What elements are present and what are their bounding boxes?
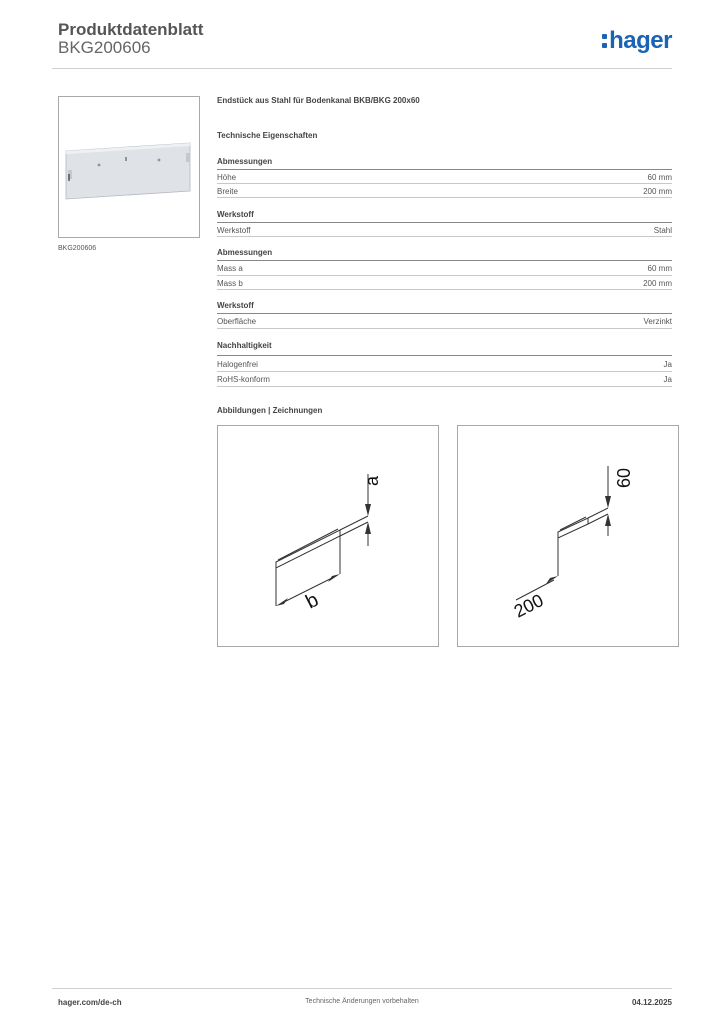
footer-notice: Technische Änderungen vorbehalten	[305, 998, 419, 1005]
group-title-material: Werkstoff	[217, 210, 254, 219]
footer-website-link[interactable]: hager.com/de-ch	[58, 998, 122, 1007]
group-title-dimensions: Abmessungen	[217, 157, 273, 166]
group-title-material: Werkstoff	[217, 301, 254, 310]
logo-dots-icon	[602, 34, 607, 48]
product-code: BKG200606	[58, 38, 151, 57]
dimension-label-b: b	[302, 588, 323, 614]
dimension-label-60: 60	[614, 467, 634, 488]
spec-value: Verzinkt	[643, 316, 672, 326]
product-image-caption: BKG200606	[58, 245, 97, 252]
spec-row	[217, 184, 672, 198]
technical-drawing-ab	[218, 426, 438, 646]
spec-label: Höhe	[217, 172, 237, 182]
spec-label: Mass a	[217, 263, 243, 273]
spec-row	[217, 357, 672, 371]
group-title-sustainability: Nachhaltigkeit	[217, 341, 272, 350]
group-title-dimensions: Abmessungen	[217, 248, 273, 257]
spec-row	[217, 276, 672, 290]
technical-drawing-200x60	[458, 426, 678, 646]
spec-value: Stahl	[653, 225, 672, 235]
footer-divider	[52, 988, 672, 989]
spec-row	[217, 261, 672, 275]
spec-row	[217, 223, 672, 237]
document-title: Produktdatenblatt	[58, 20, 204, 39]
spec-value: Ja	[663, 374, 672, 384]
spec-label: Halogenfrei	[217, 359, 258, 369]
dimension-label-200: 200	[510, 590, 547, 622]
spec-label: Mass b	[217, 278, 243, 288]
spec-label: Oberfläche	[217, 316, 257, 326]
product-image	[58, 96, 200, 238]
dimension-drawing-ab	[217, 425, 439, 647]
spec-value: 200 mm	[643, 278, 672, 288]
spec-label: Breite	[217, 186, 238, 196]
product-description: Endstück aus Stahl für Bodenkanal BKB/BKG 200x60	[217, 96, 420, 105]
spec-label: RoHS-konform	[217, 374, 270, 384]
end-piece-illustration	[59, 97, 199, 237]
section-title-drawings: Abbildungen | Zeichnungen	[217, 406, 323, 415]
spec-value: 200 mm	[643, 186, 672, 196]
logo-wordmark: hager	[609, 27, 672, 54]
spec-row	[217, 170, 672, 184]
spec-value: 60 mm	[647, 172, 672, 182]
footer-date: 04.12.2025	[631, 998, 672, 1007]
section-title-technical: Technische Eigenschaften	[217, 131, 318, 140]
spec-value: 60 mm	[647, 263, 672, 273]
hager-logo	[602, 28, 672, 54]
spec-row	[217, 314, 672, 328]
dimension-label-a: a	[362, 475, 382, 486]
spec-row	[217, 372, 672, 386]
dimension-drawing-200x60	[457, 425, 679, 647]
spec-value: Ja	[663, 359, 672, 369]
spec-label: Werkstoff	[217, 225, 251, 235]
header-divider	[52, 68, 672, 69]
